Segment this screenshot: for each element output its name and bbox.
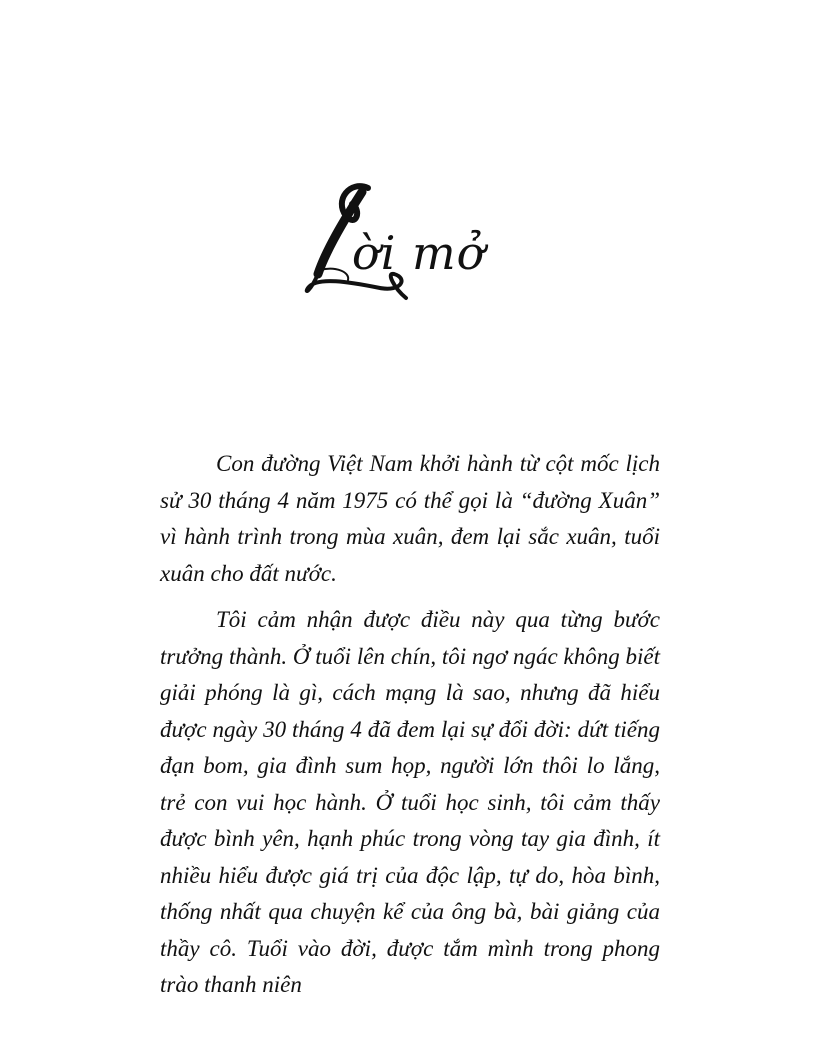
chapter-heading (290, 170, 550, 320)
body-text (160, 446, 660, 1014)
chapter-title: ời mở (352, 226, 486, 280)
paragraph-2: Tôi cảm nhận được điều này qua từng bước trưởng thành. Ở tuổi lên chín, tôi ngơ ngác không biết giải phóng là gì, cách mạng là sao, nhưng đã hiểu được ngày 30 tháng 4 đã đem lại sự đổi đời: dứt tiếng đạn bom, gia đình sum họp, người lớn thôi lo lắng, trẻ con vui học hành. Ở tuổi học sinh, tôi cảm thấy được bình yên, hạnh phúc trong vòng tay gia đình, ít nhiều hiểu được giá trị của độc lập, tự do, hòa bình, thống nhất qua chuyện kể của ông bà, bài giảng của thầy cô. Tuổi vào đời, được tắm mình trong phong trào thanh niên (160, 607, 660, 997)
paragraph-1: Con đường Việt Nam khởi hành từ cột mốc lịch sử 30 tháng 4 năm 1975 có thể gọi là “đường Xuân” vì hành trình trong mùa xuân, đem lại sắc xuân, tuổi xuân cho đất nước. (160, 451, 660, 586)
